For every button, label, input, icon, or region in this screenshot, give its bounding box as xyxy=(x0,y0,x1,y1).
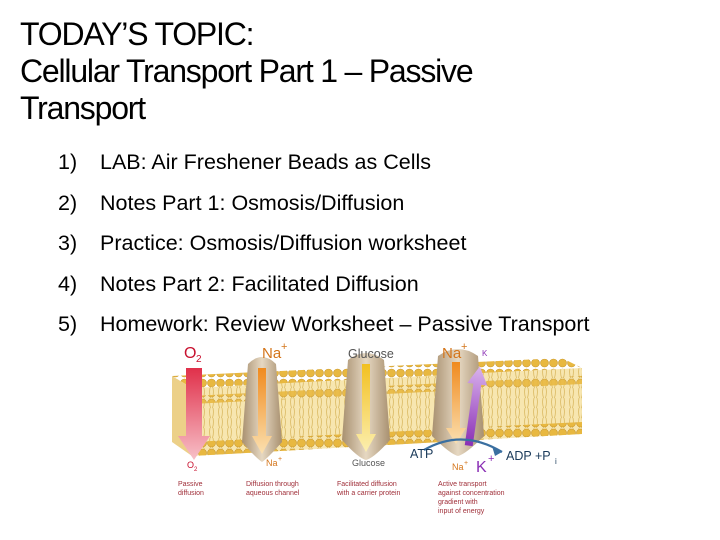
label-na: Na xyxy=(262,345,282,362)
label-o2-bottom: O xyxy=(187,460,195,470)
caption-line: against concentration xyxy=(438,490,505,497)
label-glucose: Glucose xyxy=(348,347,394,361)
label-o2-sub: 2 xyxy=(196,354,202,365)
agenda-list xyxy=(58,149,590,352)
label-na-bottom: Na xyxy=(266,458,278,468)
agenda-text: Notes Part 2: Facilitated Diffusion xyxy=(100,271,419,296)
label-o2-bottom-sub: 2 xyxy=(194,467,198,473)
agenda-text: Homework: Review Worksheet – Passive Transport xyxy=(100,312,590,336)
caption-line: input of energy xyxy=(438,508,485,515)
label-plus: + xyxy=(464,460,469,467)
title-line: TODAY’S TOPIC: xyxy=(20,16,254,52)
title-line: Cellular Transport Part 1 – Passive xyxy=(20,53,473,89)
agenda-text: Practice: Osmosis/Diffusion worksheet xyxy=(100,231,467,255)
caption-line: diffusion xyxy=(178,490,204,497)
caption-line: Active transport xyxy=(438,481,487,488)
agenda-number: 2) xyxy=(58,190,78,215)
label-plus: + xyxy=(278,456,283,463)
label-plus: + xyxy=(488,453,495,465)
label-atp: ATP xyxy=(410,447,434,461)
membrane-diagram xyxy=(162,338,592,538)
label-adp: ADP +P xyxy=(506,449,551,463)
caption-line: with a carrier protein xyxy=(337,490,401,497)
agenda-text: Notes Part 1: Osmosis/Diffusion xyxy=(100,190,405,215)
label-na-right: Na xyxy=(442,345,462,362)
caption-line: aqueous channel xyxy=(246,490,300,497)
channel-protein xyxy=(242,357,282,462)
agenda-item xyxy=(58,271,590,312)
agenda-item xyxy=(58,149,590,190)
agenda-number: 3) xyxy=(58,231,78,255)
caption-line: Diffusion through xyxy=(246,481,299,488)
label-plus: + xyxy=(461,341,468,353)
captions xyxy=(178,481,505,515)
label-o2: O xyxy=(184,345,197,362)
agenda-item xyxy=(58,230,590,271)
label-k-out: K xyxy=(476,459,487,476)
agenda-number: 5) xyxy=(58,312,78,336)
caption-line: gradient with xyxy=(438,499,478,506)
label-k-small: K xyxy=(482,349,488,358)
caption-line: Passive xyxy=(178,481,203,488)
agenda-number: 1) xyxy=(58,150,78,174)
agenda-number: 4) xyxy=(58,271,78,296)
slide-title xyxy=(20,16,710,127)
label-plus: + xyxy=(281,341,288,353)
label-na-out: Na xyxy=(452,462,464,472)
carrier-protein xyxy=(342,353,390,460)
membrane-transport-figure xyxy=(162,338,592,538)
label-adp-sub: i xyxy=(555,457,557,466)
title-line: Transport xyxy=(20,90,145,126)
agenda-item xyxy=(58,190,590,231)
label-glucose-bottom: Glucose xyxy=(352,458,386,468)
agenda-text: LAB: Air Freshener Beads as Cells xyxy=(100,150,432,174)
caption-line: Facilitated diffusion xyxy=(337,481,397,488)
